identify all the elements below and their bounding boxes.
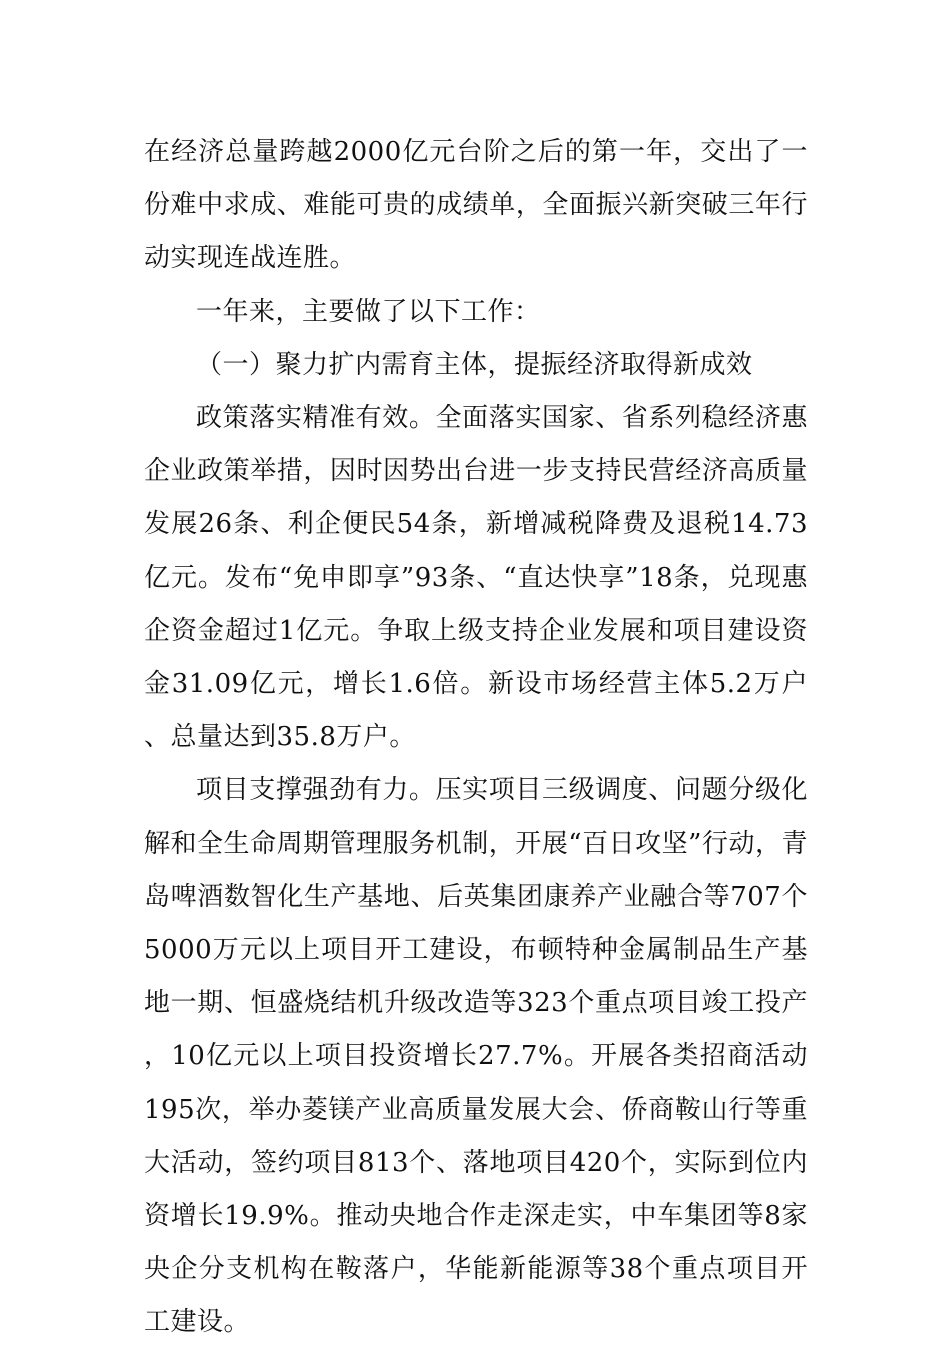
paragraph-projects: 项目支撑强劲有力。压实项目三级调度、问题分级化解和全生命周期管理服务机制，开展“百日攻坚”行动，青岛啤酒数智化生产基地、后英集团康养产业融合等707个5000万元以上项目开工建设，布顿特种金属制品生产基地一期、恒盛烧结机升级改造等323个重点项目竣工投产，10亿元以上项目投资增长27.7%。开展各类招商活动195次，举办菱镁产业高质量发展大会、侨商鞍山行等重大活动，签约项目813个、落地项目420个，实际到位内资增长19.9%。推动央地合作走深走实，中车集团等8家央企分支机构在鞍落户，华能新能源等38个重点项目开工建设。 <box>144 775 808 1338</box>
section-heading: （一）聚力扩内需育主体，提振经济取得新成效 <box>196 349 753 380</box>
document-body <box>144 126 808 1350</box>
paragraph-intro: 一年来，主要做了以下工作： <box>196 296 541 327</box>
paragraph-summary: 在经济总量跨越2000亿元台阶之后的第一年，交出了一份难中求成、难能可贵的成绩单，全面振兴新突破三年行动实现连战连胜。 <box>144 137 808 274</box>
paragraph-policy: 政策落实精准有效。全面落实国家、省系列稳经济惠企业政策举措，因时因势出台进一步支持民营经济高质量发展26条、利企便民54条，新增减税降费及退税14.73亿元。发布“免申即享”93条、“直达快享”18条，兑现惠企资金超过1亿元。争取上级支持企业发展和项目建设资金31.09亿元，增长1.6倍。新设市场经营主体5.2万户、总量达到35.8万户。 <box>144 403 808 753</box>
